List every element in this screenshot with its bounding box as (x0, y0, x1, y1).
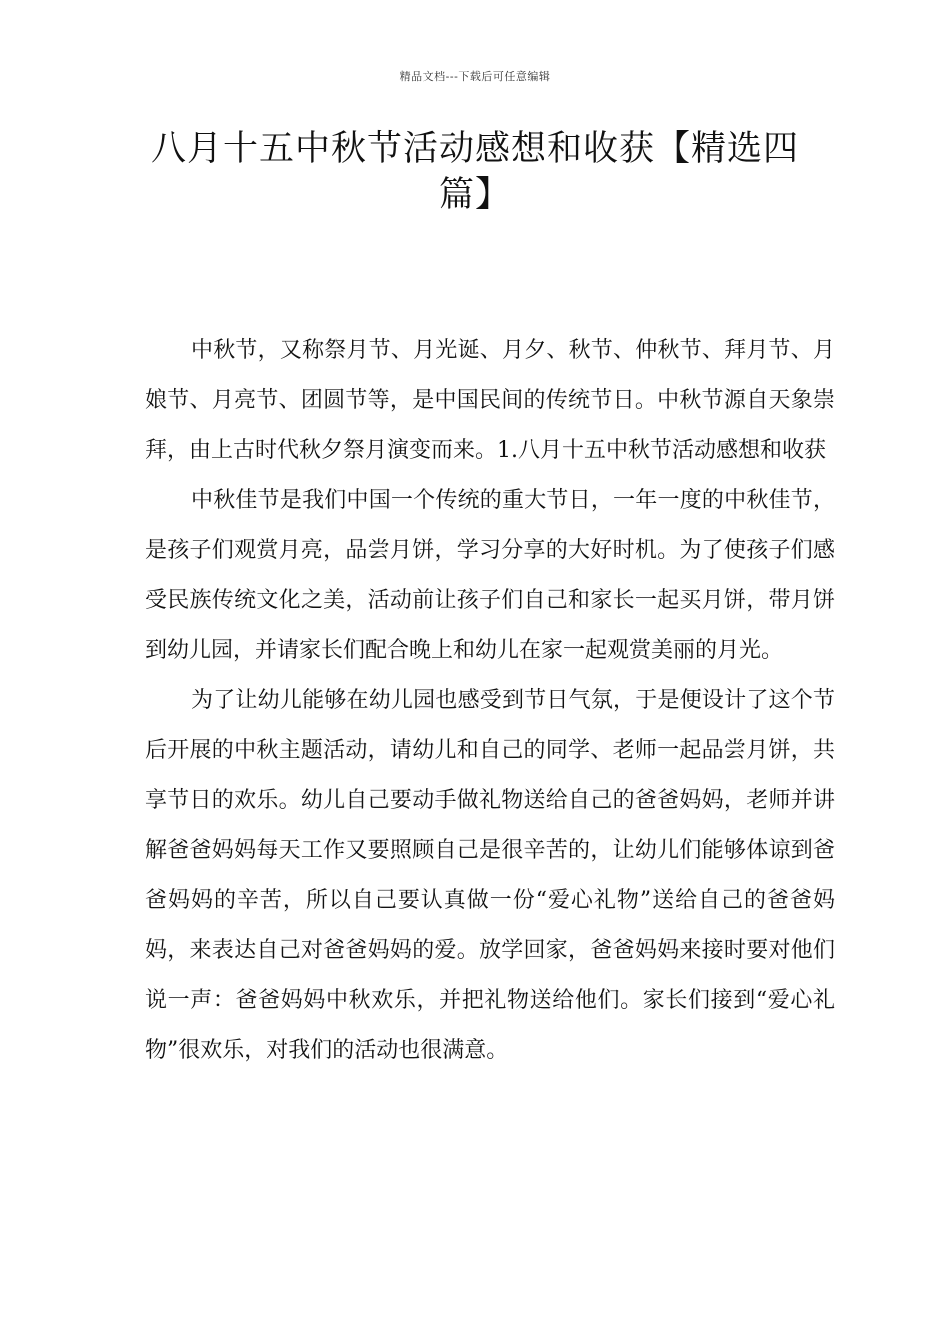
paragraph-3: 为了让幼儿能够在幼儿园也感受到节日气氛，于是便设计了这个节后开展的中秋主题活动，请幼儿和自己的同学、老师一起品尝月饼，共享节日的欢乐。幼儿自己要动手做礼物送给自己的爸爸妈妈，老师并讲解爸爸妈妈每天工作又要照顾自己是很辛苦的，让幼儿们能够体谅到爸爸妈妈的辛苦，所以自己要认真做一份“爱心礼物”送给自己的爸爸妈妈，来表达自己对爸爸妈妈的爱。放学回家，爸爸妈妈来接时要对他们说一声：爸爸妈妈中秋欢乐，并把礼物送给他们。家长们接到“爱心礼物”很欢乐，对我们的活动也很满意。 (145, 688, 835, 1063)
paragraph-1: 中秋节，又称祭月节、月光诞、月夕、秋节、仲秋节、拜月节、月娘节、月亮节、团圆节等，是中国民间的传统节日。中秋节源自天象崇拜，由上古时代秋夕祭月演变而来。1.八月十五中秋节活动感想和收获 (145, 338, 835, 463)
document-title: 八月十五中秋节活动感想和收获【精选四篇】 (150, 129, 799, 215)
document-body (145, 326, 835, 1076)
header-note: 精品文档---下载后可任意编辑 (399, 70, 551, 83)
paragraph-2: 中秋佳节是我们中国一个传统的重大节日，一年一度的中秋佳节，是孩子们观赏月亮，品尝月饼，学习分享的大好时机。为了使孩子们感受民族传统文化之美，活动前让孩子们自己和家长一起买月饼，带月饼到幼儿园，并请家长们配合晚上和幼儿在家一起观赏美丽的月光。 (145, 488, 835, 663)
